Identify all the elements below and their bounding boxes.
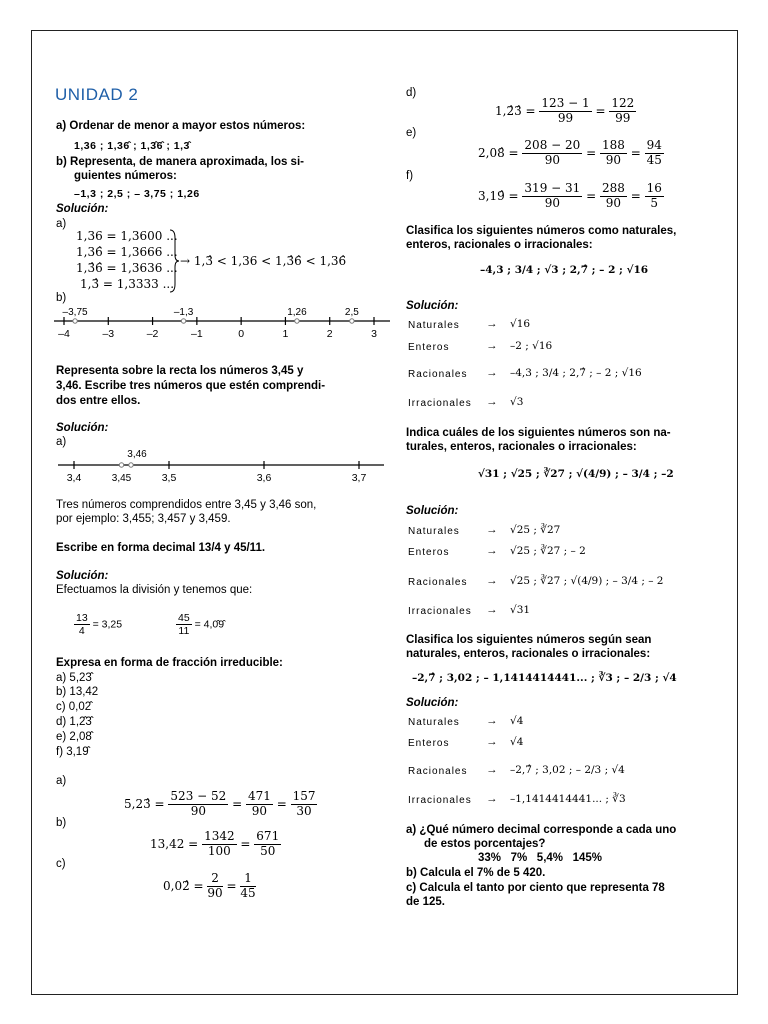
ex7-numbers: –2,7̂ ; 3,02 ; – 1,1414414441... ; ∛3 ; – 2/3 ; √4 (412, 672, 677, 684)
ex4-c-lhs: 0,02̂ = (163, 878, 204, 893)
ex1-b-prompt-1: b) Representa, de manera aproximada, los si- (56, 156, 304, 168)
ex4-item-f: f) 3,19̂ (56, 746, 89, 758)
nl2-point (119, 463, 123, 467)
ex7-row-value-racionales: –2,7̂ ; 3,02 ; – 2/3 ; √4 (510, 764, 625, 776)
ex7-prompt-2: naturales, enteros, racionales o irracionales: (406, 648, 651, 660)
ex3-f2-result: = 4,0̂9̂ (194, 618, 225, 631)
ex7-arrow-3: → (486, 764, 498, 776)
ex4-e-label: e) (406, 127, 417, 139)
ex3-f1-result: = 3,25 (92, 618, 123, 631)
nl2-tick-label: 3,4 (66, 472, 82, 484)
ex4-item-b: b) 13,42 (56, 686, 99, 698)
ex6-row-value-naturales: √25 ; ∛27 (510, 524, 561, 536)
ex3-fraction-1 (74, 612, 122, 637)
ex6-row-value-enteros: √25 ; ∛27 ; – 2 (510, 545, 586, 557)
ex1-eq3: 1,3̂6̂ = 1,3636 ... (76, 261, 178, 275)
ex7-row-value-enteros: √4 (510, 736, 524, 748)
nl2-tick-label: 3,7 (351, 472, 367, 484)
ex1-eq1: 1,36 = 1,3600 ... (76, 229, 178, 243)
ex8-c-2: de 125. (406, 896, 445, 908)
ex1-b-label: b) (56, 292, 67, 304)
ex7-arrow-4: → (486, 793, 498, 805)
ex4-b-lhs: 13,42 = (150, 836, 199, 851)
ex4-a-d1: 90 (190, 803, 206, 818)
nl1-tick-label: 0 (238, 328, 245, 340)
ex4-d-n1: 123 − 1 (541, 96, 590, 110)
nl1-point-label: 2,5 (344, 307, 359, 318)
ex4-f-equation: 3,19̂ = $\frac{319 - 31}{90}$ = $\frac{288}{90}$ = $\frac{16}{5}$ (478, 181, 662, 210)
ex4-f-label: f) (406, 170, 414, 182)
ex6-prompt-2: turales, enteros, racionales o irracionales: (406, 441, 637, 453)
ex5-row-value-racionales: –4,3 ; 3/4 ; 2,7̂ ; – 2 ; √16 (510, 367, 642, 379)
ex7-row-label-racionales: Racionales (408, 766, 468, 777)
ex4-e-d2: 90 (605, 152, 622, 167)
nl1-point-label: 1,26 (287, 307, 307, 318)
ex2-prompt-2: 3,46. Escribe tres números que estén comprendi- (56, 380, 326, 392)
ex2-prompt-3: dos entre ellos. (56, 395, 141, 407)
nl1-tick-label: 1 (282, 328, 289, 340)
ex4-item-a: a) 5,23̂ (56, 672, 92, 684)
ex4-f-n3: 16 (646, 181, 662, 195)
ex4-c-d1: 90 (207, 885, 223, 900)
ex6-arrow-1: → (486, 524, 498, 536)
ex8-c-1: c) Calcula el tanto por ciento que representa 78 (406, 882, 665, 894)
nl2-point (129, 463, 133, 467)
ex6-solution-label: Solución: (406, 505, 459, 517)
ex4-e-d1: 90 (544, 152, 560, 167)
ex2-answer-1: Tres números comprendidos entre 3,45 y 3,46 son, (56, 499, 317, 511)
ex4-a-n3: 157 (292, 789, 316, 803)
ex3-f1-num: 13 (76, 612, 88, 624)
ex4-a-lhs: 5,23̂ = (124, 796, 165, 811)
ex1-eq2: 1,36̂ = 1,3666 ... (76, 245, 178, 259)
ex2-answer-2: por ejemplo: 3,455; 3,457 y 3,459. (56, 513, 231, 525)
ex1-b-prompt-2: guientes números: (74, 170, 177, 182)
ex1-a-prompt: a) Ordenar de menor a mayor estos números: (56, 120, 306, 132)
unit-title: UNIDAD 2 (55, 85, 139, 104)
ex4-d-lhs: 1,2̂3̂ = (495, 103, 536, 118)
ex5-row-value-irracionales: √3 (510, 396, 524, 408)
ex4-d-d2: 99 (615, 110, 631, 125)
nl1-tick-label: 2 (326, 328, 333, 340)
ex4-c-d2: 45 (240, 885, 256, 900)
ex5-arrow-4: → (486, 396, 498, 408)
nl1-point (350, 319, 354, 323)
ex1-b-values: –1,3 ; 2,5 ; – 3,75 ; 1,26 (74, 188, 200, 200)
ex4-f-n1: 319 − 31 (524, 181, 581, 195)
ex8-a-1: a) ¿Qué número decimal corresponde a cada uno (406, 824, 677, 836)
ex4-item-c: c) 0,02̂ (56, 701, 92, 713)
ex4-c-n2: 1 (240, 872, 255, 887)
ex3-solution-label: Solución: (56, 570, 109, 582)
ex5-row-label-racionales: Racionales (408, 369, 468, 380)
ex4-f-lhs: 3,19̂ = (478, 188, 519, 203)
ex3-f1-den: 4 (78, 625, 85, 638)
ex4-c-equation: 0,02̂ = $\frac{2}{90}$ = $\frac{1}{45}$ (163, 871, 256, 900)
nl2-point-label: 3,45 (111, 473, 132, 484)
ex8-a-2: de estos porcentajes? (424, 838, 546, 850)
ex7-row-value-naturales: √4 (510, 715, 524, 727)
ex6-row-label-enteros: Enteros (408, 547, 450, 558)
ex8-a-values: 33% 7% 5,4% 145% (478, 852, 603, 864)
ex5-row-label-enteros: Enteros (408, 342, 450, 353)
ex4-d-label: d) (406, 87, 417, 99)
ex4-c-label: c) (56, 858, 66, 870)
ex4-f-d3: 5 (650, 195, 659, 210)
ex4-item-d: d) 1,2̂3̂ (56, 716, 92, 728)
ex6-numbers: √31 ; √25 ; ∛27 ; √(4/9) ; – 3/4 ; –2 (478, 468, 674, 480)
ex4-a-n2: 471 (247, 789, 271, 803)
ex3-f2-num: 45 (178, 612, 190, 624)
ex7-solution-label: Solución: (406, 697, 459, 709)
ex4-e-d3: 45 (646, 152, 662, 167)
ex5-row-label-naturales: Naturales (408, 320, 460, 331)
ex6-arrow-2: → (486, 545, 498, 557)
ex4-d-equation: 1,2̂3̂ = $\frac{123 - 1}{99}$ = $\frac{122}{99}$ (495, 96, 635, 125)
ex4-f-d1: 90 (544, 195, 560, 210)
ex3-f2-den: 11 (178, 625, 190, 638)
nl1-point-label: –1,3 (173, 307, 194, 318)
nl1-point (181, 319, 185, 323)
ex6-row-value-irracionales: √31 (510, 604, 531, 616)
ex6-prompt-1: Indica cuáles de los siguientes números son na- (406, 427, 671, 439)
nl1-point (73, 319, 77, 323)
ex4-b-n2: 671 (256, 829, 280, 843)
nl1-tick-label: 3 (371, 328, 377, 340)
ex4-d-d1: 99 (557, 110, 574, 125)
ex8-b: b) Calcula el 7% de 5 420. (406, 867, 546, 879)
ex3-fraction-2 (176, 612, 224, 637)
ex4-e-n2: 188 (601, 138, 625, 152)
nl1-point (295, 319, 299, 323)
ex1-a-values: 1,36 ; 1,36̂ ; 1,3̂6̂ ; 1,3̂ (74, 140, 190, 152)
ex1-eq4: 1,3̂ = 1,3333 ... (80, 277, 175, 291)
ex3-text: Efectuamos la división y tenemos que: (56, 584, 253, 596)
ex5-prompt-2: enteros, racionales o irracionales: (406, 239, 593, 251)
ex4-a-label: a) (56, 775, 67, 787)
ex1-a-label: a) (56, 218, 67, 230)
ex5-solution-label: Solución: (406, 300, 459, 312)
ex5-row-label-irracionales: Irracionales (408, 398, 472, 409)
ex4-e-n1: 208 − 20 (524, 138, 581, 152)
ex4-prompt: Expresa en forma de fracción irreducible: (56, 657, 283, 669)
ex4-d-n2: 122 (611, 96, 635, 110)
ex4-b-d1: 100 (207, 843, 231, 858)
ex4-b-n1: 1342 (204, 829, 235, 843)
ex6-arrow-4: → (486, 604, 498, 616)
ex5-row-value-naturales: √16 (510, 318, 531, 330)
ex7-row-label-enteros: Enteros (408, 738, 450, 749)
ex7-row-label-naturales: Naturales (408, 717, 460, 728)
ex6-arrow-3: → (486, 575, 498, 587)
nl2-tick-label: 3,6 (256, 472, 272, 484)
ex4-f-n2: 288 (601, 181, 625, 195)
ex7-row-label-irracionales: Irracionales (408, 795, 472, 806)
nl2-tick-label: 3,5 (161, 472, 177, 484)
ex4-a-d3: 30 (296, 803, 312, 818)
ex4-b-label: b) (56, 817, 67, 829)
ex6-row-label-naturales: Naturales (408, 526, 460, 537)
ex4-b-equation: 13,42 = $\frac{1342}{100}$ = $\frac{671}{50}$ (150, 829, 280, 858)
ex7-arrow-2: → (486, 736, 498, 748)
ex4-a-n1: 523 − 52 (170, 789, 227, 803)
ex2-a-label: a) (56, 436, 67, 448)
ex4-c-n1: 2 (207, 872, 222, 887)
ex6-row-value-racionales: √25 ; ∛27 ; √(4/9) ; – 3/4 ; – 2 (510, 575, 664, 587)
ex5-numbers: –4,3 ; 3/4 ; √3 ; 2,7̂ ; – 2 ; √16 (480, 264, 649, 276)
nl1-point-label: –3,75 (62, 307, 88, 318)
ex2-solution-label: Solución: (56, 422, 109, 434)
nl2-point-label: 3,46 (127, 449, 147, 460)
ex5-prompt-1: Clasifica los siguientes números como naturales, (406, 225, 677, 237)
ex4-f-d2: 90 (605, 195, 622, 210)
ex4-e-lhs: 2,08̂ = (478, 145, 519, 160)
ex5-arrow-1: → (486, 318, 498, 330)
ex7-prompt-1: Clasifica los siguientes números según sean (406, 634, 652, 646)
ex4-item-e: e) 2,08̂ (56, 731, 92, 743)
ex5-row-value-enteros: –2 ; √16 (510, 340, 553, 352)
ex4-e-n3: 94 (646, 138, 662, 152)
ex4-b-d2: 50 (260, 843, 276, 858)
ex5-arrow-2: → (486, 340, 498, 352)
nl1-tick-label: –3 (102, 328, 115, 340)
ex3-prompt: Escribe en forma decimal 13/4 y 45/11. (56, 542, 266, 554)
ex7-arrow-1: → (486, 715, 498, 727)
ex4-e-equation: 2,08̂ = $\frac{208 - 20}{90}$ = $\frac{188}{90}$ = $\frac{94}{45}$ (478, 138, 662, 167)
ex6-row-label-racionales: Racionales (408, 577, 468, 588)
ex2-number-line (56, 446, 386, 490)
ex1-order: → 1,3̂ < 1,36 < 1,3̂6̂ < 1,36̂ (180, 254, 347, 268)
ex4-a-d2: 90 (251, 803, 268, 818)
ex5-arrow-3: → (486, 367, 498, 379)
ex2-prompt-1: Representa sobre la recta los números 3,45 y (56, 365, 304, 377)
ex1-brace (168, 228, 180, 294)
ex1-solution-label: Solución: (56, 203, 109, 215)
ex4-a-equation: 5,23̂ = $\frac{523 - 52}{90}$ = $\frac{471}{90}$ = $\frac{157}{30}$ (124, 789, 316, 818)
nl1-tick-label: –4 (58, 328, 70, 340)
ex6-row-label-irracionales: Irracionales (408, 606, 472, 617)
ex7-row-value-irracionales: –1,1414414441... ; ∛3 (510, 793, 626, 805)
nl1-tick-label: –1 (191, 328, 203, 340)
ex1-number-line (52, 300, 392, 346)
nl1-tick-label: –2 (146, 328, 159, 340)
